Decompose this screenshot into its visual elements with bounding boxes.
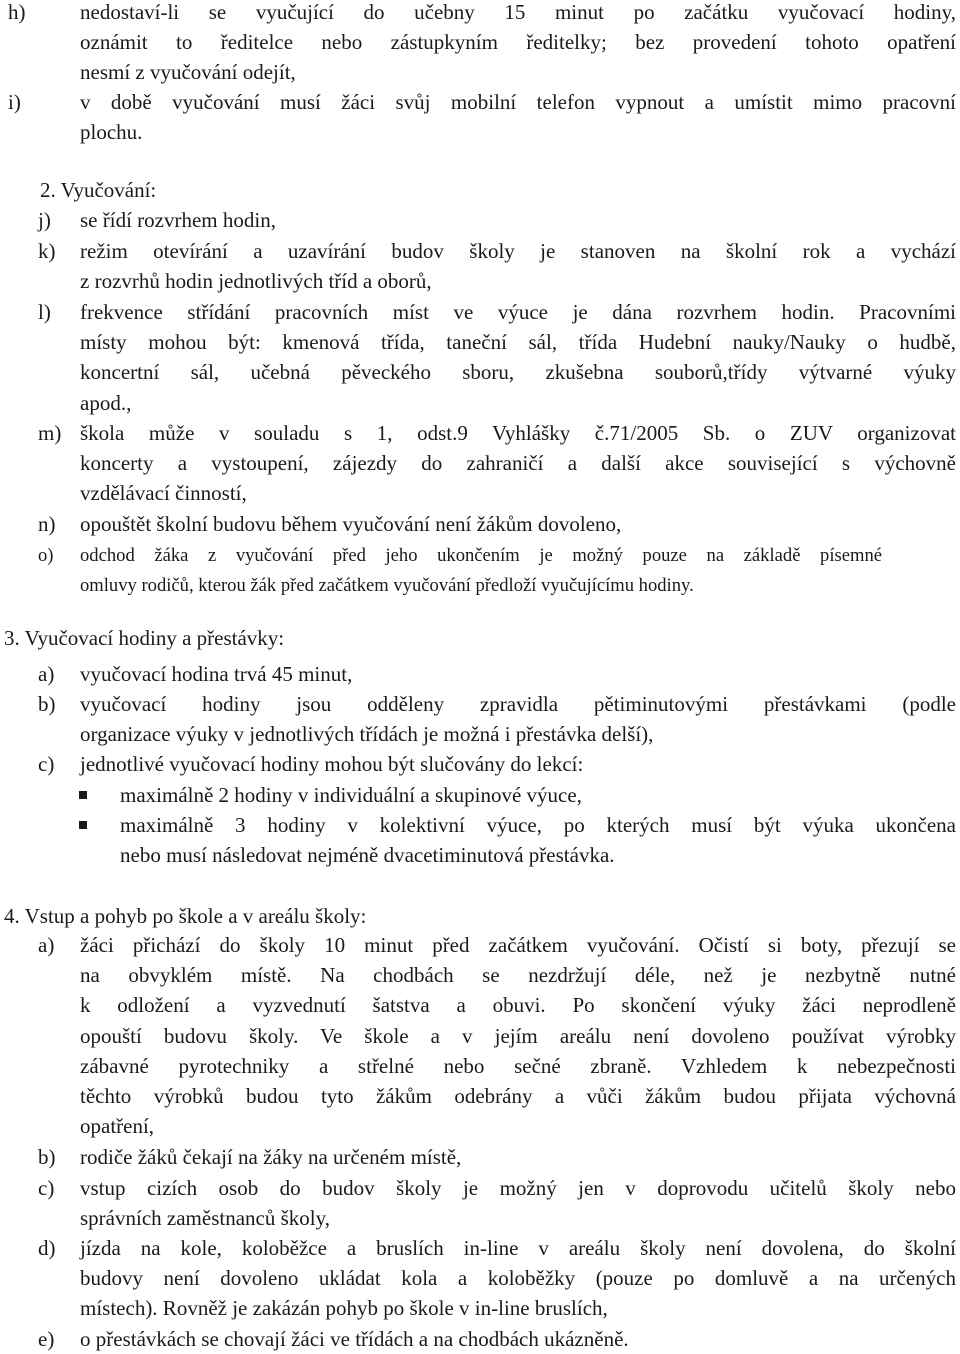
list-item-k [38, 236, 956, 296]
item-line: vstup cizích osob do budov školy je možný jen v doprovodu učitelů školy nebo [80, 1176, 956, 1200]
item-line: k odložení a vyzvednutí šatstva a obuvi. Po skončení výuky žáci neprodleně [80, 993, 956, 1018]
item-label: m) [38, 421, 62, 445]
item-line: koncertní sál, učebná pěveckého sboru, zkušebna souborů,třídy výtvarné výuky [80, 360, 956, 385]
item-line: zábavné pyrotechniky a střelné nebo sečné zbraně. Vzhledem k nebezpečnosti [80, 1053, 956, 1078]
item-line: těchto výrobků budou tyto žákům odebrány a vůči žákům budou přijata výchovná [80, 1084, 956, 1109]
item-label: b) [38, 1145, 56, 1169]
item-line: místech). Rovněž je zakázán pohyb po škole v in-line bruslích, [80, 1296, 608, 1321]
item-label: c) [38, 752, 55, 776]
item-line: opouštět školní budovu během vyučování není žákům dovoleno, [80, 512, 622, 536]
item-label: j) [38, 208, 51, 232]
item-line: žáci přichází do školy 10 minut před začátkem vyučování. Očistí si boty, přezují se [80, 933, 956, 957]
item-line: budovy není dovoleno ukládat kola a koloběžky (pouze po domluvě a na určených [80, 1266, 956, 1291]
item-line: koncerty a vystoupení, zájezdy do zahraničí a další akce související s výchovně [80, 451, 956, 476]
item-line: oznámit to ředitelce nebo zástupkyním ředitelky; bez provedení tohoto opatření [80, 30, 956, 55]
item-line: na obvyklém místě. Na chodbách se nezdržují déle, než je nezbytně nutné [80, 963, 956, 988]
item-line: se řídí rozvrhem hodin, [80, 208, 276, 232]
item-line: o přestávkách se chovají žáci ve třídách a na chodbách ukázněně. [80, 1327, 629, 1351]
section-heading-3: 3. Vyučovací hodiny a přestávky: [4, 626, 285, 650]
item-line: správních zaměstnanců školy, [80, 1206, 330, 1231]
item-line: rodiče žáků čekají na žáky na určeném místě, [80, 1145, 462, 1169]
list-item-h [8, 0, 956, 88]
item-label: a) [38, 933, 55, 957]
section-heading-4: 4. Vstup a pohyb po škole a v areálu školy: [4, 904, 367, 928]
item-line: v době vyučování musí žáci svůj mobilní telefon vypnout a umístit mimo pracovní [80, 90, 956, 114]
item-line: frekvence střídání pracovních míst ve výuce je dána rozvrhem hodin. Pracovními [80, 300, 956, 324]
item-line: opatření, [80, 1114, 155, 1139]
item-line: místy mohou být: kmenová třída, taneční sál, třída Hudební nauky/Nauky o hudbě, [80, 330, 956, 355]
list-item-a [38, 659, 956, 689]
item-line: organizace výuky v jednotlivých třídách je možná i přestávka delší), [80, 722, 654, 747]
item-line: apod., [80, 390, 132, 415]
item-label: e) [38, 1327, 55, 1351]
item-line: režim otevírání a uzavírání budov školy je stanoven na školní rok a vychází [80, 239, 956, 263]
list-item-e [38, 1324, 956, 1354]
list-item-o [38, 541, 882, 601]
list-item-d [38, 1233, 956, 1324]
item-label: n) [38, 512, 56, 536]
item-line: škola může v souladu s 1, odst.9 Vyhlášky č.71/2005 Sb. o ZUV organizovat [80, 421, 956, 445]
item-line: nesmí z vyučování odejít, [80, 60, 296, 85]
item-line: jízda na kole, koloběžce a bruslích in-line v areálu školy není dovolena, do školní [80, 1236, 956, 1260]
item-line: jednotlivé vyučovací hodiny mohou být slučovány do lekcí: [80, 752, 584, 776]
list-item-b [38, 689, 956, 749]
list-item-c [38, 1173, 956, 1233]
item-line: plochu. [80, 120, 143, 145]
item-line: omluvy rodičů, kterou žák před začátkem vyučování předloží vyučujícímu hodiny. [80, 575, 694, 596]
square-bullet-icon [79, 821, 87, 829]
bullet-item [120, 780, 956, 810]
list-item-a [38, 930, 956, 1141]
item-line: opouští budovu školy. Ve škole a v jejím areálu není dovoleno používat výrobky [80, 1023, 956, 1048]
item-label: a) [38, 662, 55, 686]
item-label: h) [8, 0, 26, 24]
square-bullet-icon [79, 791, 87, 799]
bullet-line: maximálně 2 hodiny v individuální a skupinové výuce, [120, 783, 582, 807]
item-line: vyučovací hodiny jsou odděleny zpravidla pětiminutovými přestávkami (podle [80, 692, 956, 716]
section-heading-2: 2. Vyučování: [40, 178, 157, 202]
bullet-line: nebo musí následovat nejméně dvacetiminutová přestávka. [120, 843, 615, 868]
bullet-line: maximálně 3 hodiny v kolektivní výuce, po kterých musí být výuka ukončena [120, 813, 956, 837]
list-item-c [38, 749, 956, 779]
list-item-n [38, 509, 956, 539]
item-line: odchod žáka z vyučování před jeho ukončením je možný pouze na základě písemné [80, 545, 882, 566]
list-item-l [38, 297, 956, 418]
item-label: b) [38, 692, 56, 716]
item-label: l) [38, 300, 51, 324]
list-item-i [8, 87, 956, 147]
list-item-b [38, 1142, 956, 1172]
list-item-m [38, 418, 956, 509]
item-label: o) [38, 545, 54, 566]
item-label: d) [38, 1236, 56, 1260]
bullet-item [120, 810, 956, 870]
list-item-j [38, 205, 956, 235]
item-line: vzdělávací činností, [80, 481, 247, 506]
item-label: c) [38, 1176, 55, 1200]
item-line: nedostaví-li se vyučující do učebny 15 minut po začátku vyučovací hodiny, [80, 0, 956, 24]
item-line: vyučovací hodina trvá 45 minut, [80, 662, 353, 686]
item-label: i) [8, 90, 21, 114]
item-line: z rozvrhů hodin jednotlivých tříd a oborů, [80, 269, 432, 294]
item-label: k) [38, 239, 56, 263]
